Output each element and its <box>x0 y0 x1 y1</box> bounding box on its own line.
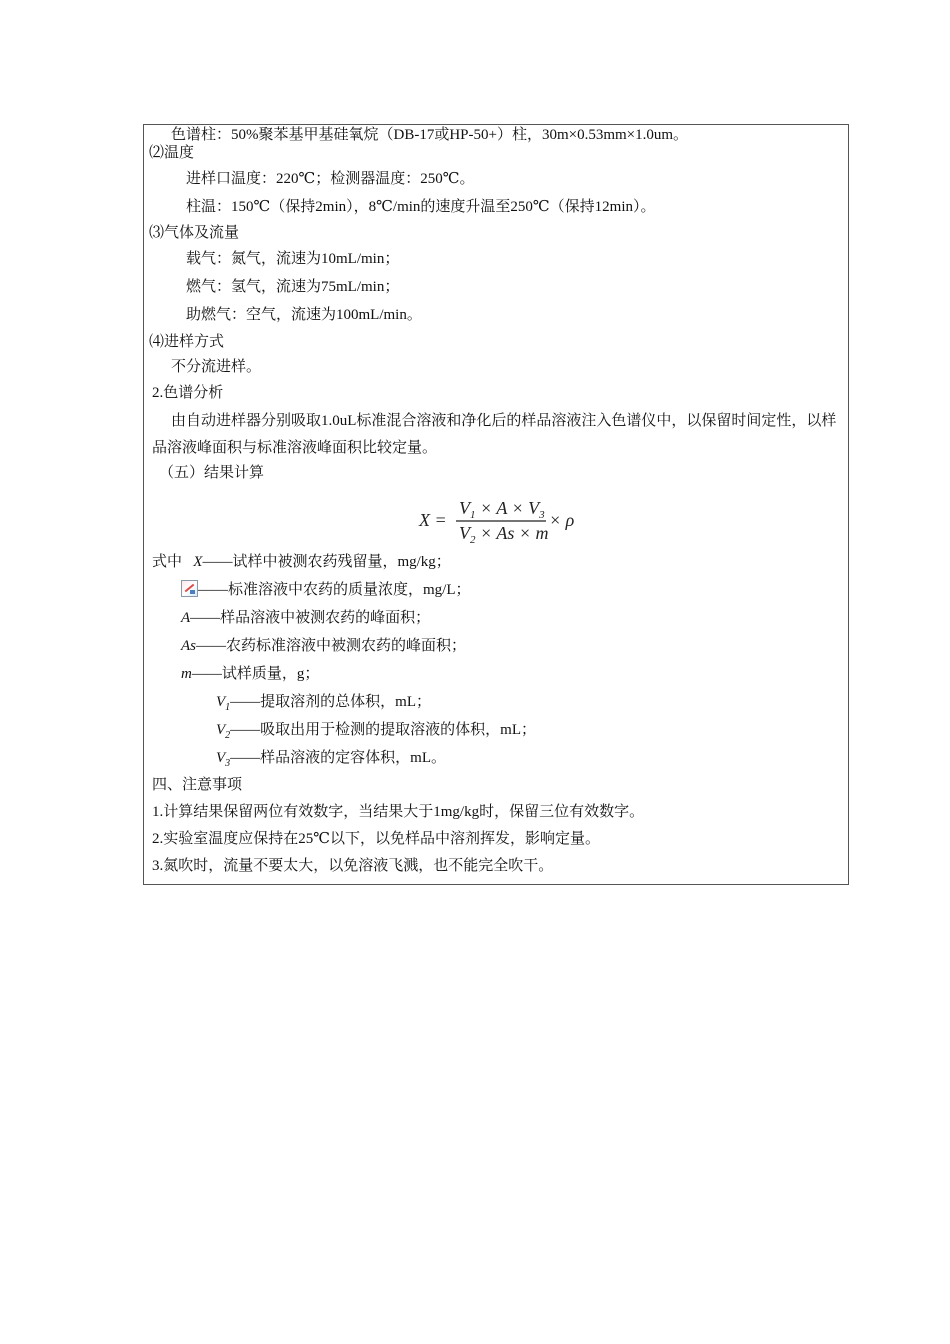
temperature-heading: ⑵温度 <box>149 145 195 161</box>
injection-heading: ⑷进样方式 <box>149 334 225 350</box>
note-2: 2.实验室温度应保持在25℃以下，以免样品中溶剂挥发，影响定量。 <box>152 831 601 847</box>
def-rho: ——标准溶液中农药的质量浓度，mg/L； <box>181 580 471 600</box>
result-heading: （五）结果计算 <box>159 465 265 481</box>
def-m: m——试样质量，g； <box>181 666 320 682</box>
def-x: 式中 X——试样中被测农药残留量，mg/kg； <box>152 554 451 570</box>
oven-temp-line: 柱温：150℃（保持2min），8℃/min的速度升温至250℃（保持12min）。 <box>186 199 656 215</box>
air-gas-line: 助燃气：空气，流速为100mL/min。 <box>186 307 422 323</box>
result-formula <box>419 495 579 545</box>
formula-denominator: $V_2 \times As \times m$ <box>459 523 549 546</box>
gas-heading: ⑶气体及流量 <box>149 225 240 241</box>
def-as: As——农药标准溶液中被测农药的峰面积； <box>181 638 467 654</box>
notes-heading: 四、注意事项 <box>152 777 243 793</box>
content-box <box>143 124 849 885</box>
chromatography-heading: 2.色谱分析 <box>152 385 224 401</box>
def-v2: $V_2——$吸取出用于检测的提取溶液的体积，mL； <box>216 722 537 741</box>
column-line: 色谱柱：50%聚苯基甲基硅氧烷（DB-17或HP-50+）柱，30m×0.53mm×1.0um。 <box>171 127 689 143</box>
note-1: 1.计算结果保留两位有效数字，当结果大于1mg/kg时，保留三位有效数字。 <box>152 804 645 820</box>
note-3: 3.氮吹时，流量不要太大，以免溶液飞溅，也不能完全吹干。 <box>152 858 554 874</box>
def-a: A——样品溶液中被测农药的峰面积； <box>181 610 431 626</box>
inlet-temp-line: 进样口温度：220℃；检测器温度：250℃。 <box>186 171 475 187</box>
formula-rhs: × ρ <box>549 510 575 530</box>
def-v1: $V_1——$提取溶剂的总体积，mL； <box>216 694 432 713</box>
injection-mode-line: 不分流进样。 <box>171 359 262 375</box>
carrier-gas-line: 载气：氮气，流速为10mL/min； <box>186 251 400 267</box>
chromatography-body: 由自动进样器分别吸取1.0uL标准混合溶液和净化后的样品溶液注入色谱仪中，以保留时间定性，以样品溶液峰面积与标准溶液峰面积比较定量。 <box>152 413 837 456</box>
fuel-gas-line: 燃气：氢气，流速为75mL/min； <box>186 279 400 295</box>
broken-image-icon <box>181 580 198 597</box>
formula-svg <box>419 495 579 545</box>
formula-numerator: $V_1 \times A \times V_3$ <box>459 498 545 521</box>
def-v3: $V_3——$样品溶液的定容体积，mL。 <box>216 750 447 769</box>
formula-lhs: X = <box>419 510 447 530</box>
